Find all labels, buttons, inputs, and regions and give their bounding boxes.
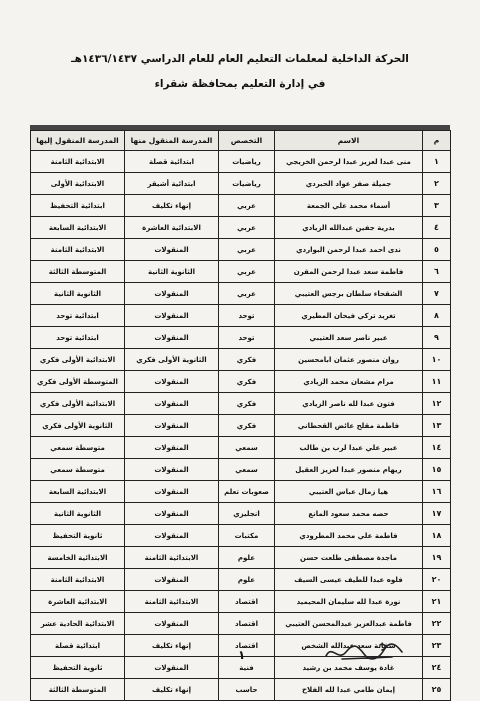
table-row — [31, 525, 451, 547]
specialty-cell: فكري — [219, 349, 275, 371]
column-header-num: م — [423, 131, 451, 151]
table-row — [31, 217, 451, 239]
table-row — [31, 195, 451, 217]
to-school-cell: الابتدائية العاشرة — [31, 591, 125, 613]
from-school-cell: الثانوية الأولى فكري — [125, 349, 219, 371]
column-header-name: الاسم — [275, 131, 423, 151]
specialty-cell: عربي — [219, 261, 275, 283]
specialty-cell: رياضيات — [219, 151, 275, 173]
from-school-cell: الابتدائية الثامنة — [125, 591, 219, 613]
table-row — [31, 151, 451, 173]
table-row — [31, 547, 451, 569]
teacher-name: روان منصور عثمان ابامحسين — [275, 349, 423, 371]
specialty-cell: مكتبات — [219, 525, 275, 547]
table-header-row — [31, 131, 451, 151]
specialty-cell: عربي — [219, 217, 275, 239]
from-school-cell: المنقولات — [125, 657, 219, 679]
to-school-cell: الابتدائية السابعة — [31, 217, 125, 239]
signature-image — [322, 640, 412, 666]
from-school-cell: الثانوية الثانية — [125, 261, 219, 283]
row-number: ١٠ — [423, 349, 451, 371]
from-school-cell: إنهاء تكليف — [125, 635, 219, 657]
row-number: ٢١ — [423, 591, 451, 613]
teacher-name: حصه محمد سعود المانع — [275, 503, 423, 525]
row-number: ١٣ — [423, 415, 451, 437]
teacher-name: غادة يوسف محمد بن رشيد — [275, 657, 423, 679]
from-school-cell: المنقولات — [125, 305, 219, 327]
table-row — [31, 679, 451, 701]
table-row — [31, 305, 451, 327]
row-number: ١٤ — [423, 437, 451, 459]
specialty-cell: فنية — [219, 657, 275, 679]
row-number: ١ — [423, 151, 451, 173]
teacher-name: فاطمة علي محمد المطرودي — [275, 525, 423, 547]
specialty-cell: عربي — [219, 195, 275, 217]
table-row — [31, 569, 451, 591]
column-header-specialty: التخصص — [219, 131, 275, 151]
table-row — [31, 261, 451, 283]
to-school-cell: الابتدائية الخامسة — [31, 547, 125, 569]
row-number: ٧ — [423, 283, 451, 305]
to-school-cell: متوسطة سمعي — [31, 459, 125, 481]
teacher-name: فاطمة مقلح عائض القحطاني — [275, 415, 423, 437]
to-school-cell: ثانوية التحفيظ — [31, 525, 125, 547]
document-title: الحركة الداخلية لمعلمات التعليم العام للعام الدراسي ١٤٣٦/١٤٣٧هـ — [71, 53, 409, 65]
from-school-cell: المنقولات — [125, 437, 219, 459]
specialty-cell: علوم — [219, 569, 275, 591]
to-school-cell: الابتدائية الحادية عشر — [31, 613, 125, 635]
from-school-cell: المنقولات — [125, 415, 219, 437]
specialty-cell: توحد — [219, 305, 275, 327]
table-row — [31, 503, 451, 525]
teacher-name: ندى احمد عبدا لرحمن البواردي — [275, 239, 423, 261]
teacher-name: فاطمة سعد عبدا لرحمن المقرن — [275, 261, 423, 283]
row-number: ١١ — [423, 371, 451, 393]
table-row — [31, 393, 451, 415]
row-number: ٢٤ — [423, 657, 451, 679]
to-school-cell: الابتدائية الأولى فكري — [31, 349, 125, 371]
teacher-name: جميلة صفر عواد الحبردي — [275, 173, 423, 195]
teacher-name: ريهام منصور عبدا لعزيز العقيل — [275, 459, 423, 481]
from-school-cell: ابتدائية قصلة — [125, 151, 219, 173]
to-school-cell: الثانوية الثانية — [31, 503, 125, 525]
table-row — [31, 239, 451, 261]
teacher-name: فاطمة عبدالعزيز عبدالمحسن العتيبي — [275, 613, 423, 635]
row-number: ١٩ — [423, 547, 451, 569]
row-number: ١٢ — [423, 393, 451, 415]
to-school-cell: المتوسطة الأولى فكري — [31, 371, 125, 393]
teacher-name: فتون عبدا لله ناصر الزيادي — [275, 393, 423, 415]
specialty-cell: عربي — [219, 283, 275, 305]
from-school-cell: الابتدائية الثامنة — [125, 547, 219, 569]
table-row — [31, 415, 451, 437]
row-number: ٢ — [423, 173, 451, 195]
table-row — [31, 327, 451, 349]
table-row — [31, 459, 451, 481]
teacher-name: هيا زمال عباس العتيبي — [275, 481, 423, 503]
row-number: ١٨ — [423, 525, 451, 547]
table-row — [31, 283, 451, 305]
teacher-name: عبير ناصر سعد العتيبي — [275, 327, 423, 349]
to-school-cell: الابتدائية الأولى — [31, 173, 125, 195]
from-school-cell: الابتدائية العاشرة — [125, 217, 219, 239]
table-row — [31, 613, 451, 635]
row-number: ٩ — [423, 327, 451, 349]
from-school-cell: المنقولات — [125, 327, 219, 349]
from-school-cell: ابتدائية أشيقر — [125, 173, 219, 195]
row-number: ١٥ — [423, 459, 451, 481]
table-row — [31, 481, 451, 503]
row-number: ١٦ — [423, 481, 451, 503]
teacher-name: أسماء محمد علي الجمعة — [275, 195, 423, 217]
teacher-name: سفانة سعد عبدالله الشخص — [275, 635, 423, 657]
from-school-cell: المنقولات — [125, 283, 219, 305]
specialty-cell: اقتصاد — [219, 635, 275, 657]
specialty-cell: فكري — [219, 415, 275, 437]
from-school-cell: المنقولات — [125, 239, 219, 261]
teacher-name: فلوه عبدا للطيف عيسى السيف — [275, 569, 423, 591]
specialty-cell: فكري — [219, 371, 275, 393]
table-row — [31, 371, 451, 393]
teacher-name: مرام مشعان محمد الزيادي — [275, 371, 423, 393]
teacher-name: بدرية جفين عبدالله الزيادي — [275, 217, 423, 239]
teacher-name: الشقحاء سلطان برجس العتيبي — [275, 283, 423, 305]
to-school-cell: الابتدائية السابعة — [31, 481, 125, 503]
from-school-cell: المنقولات — [125, 459, 219, 481]
to-school-cell: الابتدائية الثامنة — [31, 151, 125, 173]
teacher-name: تغريد تركي فيحان المطيري — [275, 305, 423, 327]
from-school-cell: إنهاء تكليف — [125, 195, 219, 217]
specialty-cell: اقتصاد — [219, 591, 275, 613]
from-school-cell: المنقولات — [125, 525, 219, 547]
page-number: ١ — [238, 648, 246, 662]
specialty-cell: رياضيات — [219, 173, 275, 195]
teacher-name: نورة عبدا لله سليمان المحيميد — [275, 591, 423, 613]
specialty-cell: عربي — [219, 239, 275, 261]
row-number: ٦ — [423, 261, 451, 283]
from-school-cell: المنقولات — [125, 569, 219, 591]
document-subtitle: في إدارة التعليم بمحافظة شقراء — [154, 78, 326, 90]
from-school-cell: المنقولات — [125, 481, 219, 503]
to-school-cell: ابتدائية التحفيظ — [31, 195, 125, 217]
specialty-cell: علوم — [219, 547, 275, 569]
specialty-cell: فكري — [219, 393, 275, 415]
row-number: ٥ — [423, 239, 451, 261]
to-school-cell: ابتدائية توحد — [31, 305, 125, 327]
specialty-cell: سمعي — [219, 459, 275, 481]
specialty-cell: سمعي — [219, 437, 275, 459]
to-school-cell: ثانوية التحفيظ — [31, 657, 125, 679]
row-number: ٣ — [423, 195, 451, 217]
row-number: ٢٠ — [423, 569, 451, 591]
table-row — [31, 437, 451, 459]
specialty-cell: اقتصاد — [219, 613, 275, 635]
to-school-cell: الابتدائية الأولى فكري — [31, 393, 125, 415]
column-header-to-school: المدرسة المنقول إليها — [31, 131, 125, 151]
row-number: ٨ — [423, 305, 451, 327]
teacher-name: منى عبدا لعزيز عبدا لرحمن الخريجي — [275, 151, 423, 173]
to-school-cell: الثانوية الثانية — [31, 283, 125, 305]
column-header-from-school: المدرسة المنقول منها — [125, 131, 219, 151]
specialty-cell: حاسب — [219, 679, 275, 701]
row-number: ١٧ — [423, 503, 451, 525]
table-row — [31, 349, 451, 371]
specialty-cell: صعوبات تعلم — [219, 481, 275, 503]
row-number: ٢٢ — [423, 613, 451, 635]
transfer-table — [30, 130, 451, 701]
from-school-cell: المنقولات — [125, 613, 219, 635]
to-school-cell: الثانوية الأولى فكري — [31, 415, 125, 437]
table-row — [31, 173, 451, 195]
to-school-cell: الابتدائية الثامنة — [31, 239, 125, 261]
to-school-cell: متوسطة سمعي — [31, 437, 125, 459]
from-school-cell: المنقولات — [125, 393, 219, 415]
specialty-cell: توحد — [219, 327, 275, 349]
teacher-name: إيمان طامي عبدا لله الفلاح — [275, 679, 423, 701]
specialty-cell: انجليزي — [219, 503, 275, 525]
from-school-cell: المنقولات — [125, 371, 219, 393]
teacher-name: عبير علي عبدا لرب بن طالب — [275, 437, 423, 459]
row-number: ٢٣ — [423, 635, 451, 657]
to-school-cell: ابتدائية قصلة — [31, 635, 125, 657]
row-number: ٤ — [423, 217, 451, 239]
row-number: ٢٥ — [423, 679, 451, 701]
to-school-cell: الابتدائية الثامنة — [31, 569, 125, 591]
from-school-cell: إنهاء تكليف — [125, 679, 219, 701]
to-school-cell: المتوسطة الثالثة — [31, 679, 125, 701]
table-row — [31, 591, 451, 613]
to-school-cell: ابتدائية توحد — [31, 327, 125, 349]
teacher-name: ماجدة مصطفى طلعت حسن — [275, 547, 423, 569]
to-school-cell: المتوسطة الثالثة — [31, 261, 125, 283]
from-school-cell: المنقولات — [125, 503, 219, 525]
table-body — [31, 151, 451, 701]
